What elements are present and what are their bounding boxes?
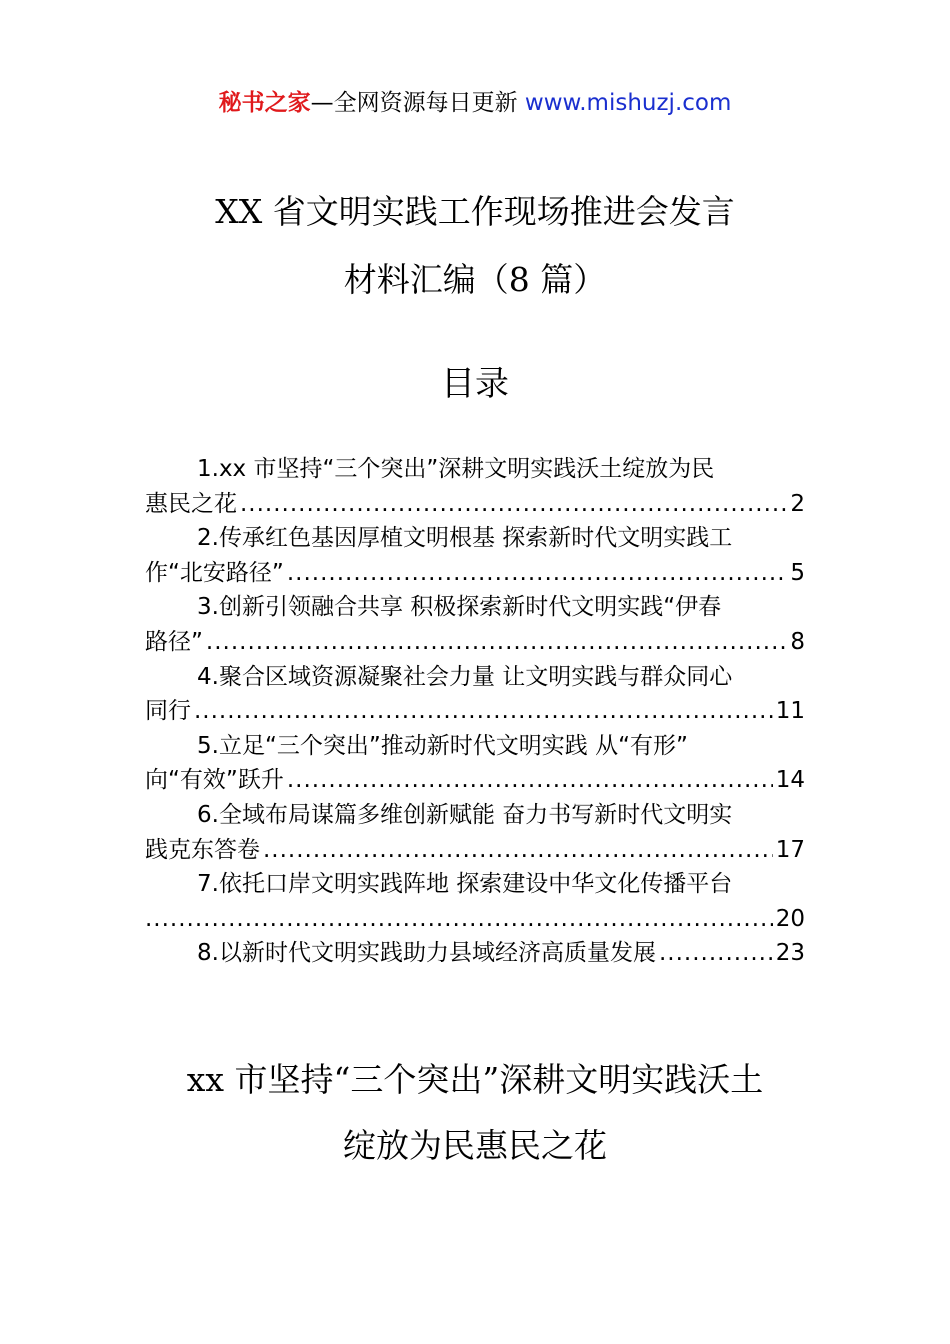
document-title-line-2: 材料汇编（8 篇）: [343, 260, 607, 299]
toc-entry-title: 1.xx 市坚持“三个突出”深耕文明实践沃土绽放为民: [197, 456, 715, 482]
toc-entry-title: 4.聚合区域资源凝聚社会力量 让文明实践与群众同心: [197, 663, 733, 690]
toc-page-number: 20: [775, 905, 805, 932]
toc-entry[interactable]: [145, 729, 805, 798]
toc-entry-title: 8.以新时代文明实践助力县域经济高质量发展: [197, 940, 656, 967]
toc-dot-leader: [145, 902, 773, 937]
toc-dot-leader: [659, 936, 773, 971]
toc-dot-leader: [194, 694, 773, 729]
toc-entry-title: 7.依托口岸文明实践阵地 探索建设中华文化传播平台: [197, 871, 733, 898]
toc-entry[interactable]: [145, 590, 805, 659]
toc-entry-title-continued: 向“有效”跃升: [145, 767, 284, 794]
toc-page-number: 23: [775, 940, 805, 967]
document-title-line-1: XX 省文明实践工作现场推进会发言: [215, 192, 735, 231]
toc-entry[interactable]: [145, 452, 805, 521]
toc-entry-title: 3.创新引领融合共享 积极探索新时代文明实践“伊春: [197, 594, 722, 621]
section-title-line-2: 绽放为民惠民之花: [343, 1126, 607, 1165]
toc-entry[interactable]: [145, 521, 805, 590]
toc-entry-title-continued: 践克东答卷: [145, 836, 260, 863]
table-of-contents: [145, 452, 805, 971]
toc-page-number: 11: [775, 698, 805, 725]
toc-entry[interactable]: [145, 867, 805, 936]
banner-slogan: —全网资源每日更新: [310, 90, 518, 116]
toc-dot-leader: [287, 556, 788, 591]
toc-heading: 目录: [441, 364, 509, 404]
site-banner: [0, 86, 950, 120]
toc-entry[interactable]: [145, 798, 805, 867]
toc-dot-leader: [240, 487, 787, 522]
toc-entry-title-continued: 惠民之花: [145, 490, 237, 517]
toc-entry[interactable]: [145, 660, 805, 729]
toc-dot-leader: [263, 833, 773, 868]
toc-dot-leader: [287, 763, 773, 798]
toc-page-number: 17: [775, 836, 805, 863]
toc-entry-title-continued: 作“北安路径”: [145, 559, 284, 586]
toc-entry-title: 2.传承红色基因厚植文明根基 探索新时代文明实践工: [197, 525, 733, 552]
toc-page-number: 8: [790, 628, 805, 655]
toc-page-number: 14: [775, 767, 805, 794]
site-url-link[interactable]: www.mishuzj.com: [524, 90, 732, 116]
toc-page-number: 2: [790, 490, 805, 517]
toc-entry[interactable]: [145, 936, 805, 971]
toc-dot-leader: [206, 625, 787, 660]
brand-name: 秘书之家: [218, 90, 311, 116]
toc-entry-title: 6.全域布局谋篇多维创新赋能 奋力书写新时代文明实: [197, 801, 733, 828]
toc-entry-title: 5.立足“三个突出”推动新时代文明实践 从“有形”: [197, 732, 688, 759]
toc-entry-title-continued: 同行: [145, 698, 191, 725]
toc-page-number: 5: [790, 559, 805, 586]
section-title-line-1: xx 市坚持“三个突出”深耕文明实践沃土: [186, 1060, 764, 1099]
toc-entry-title-continued: 路径”: [145, 628, 203, 655]
